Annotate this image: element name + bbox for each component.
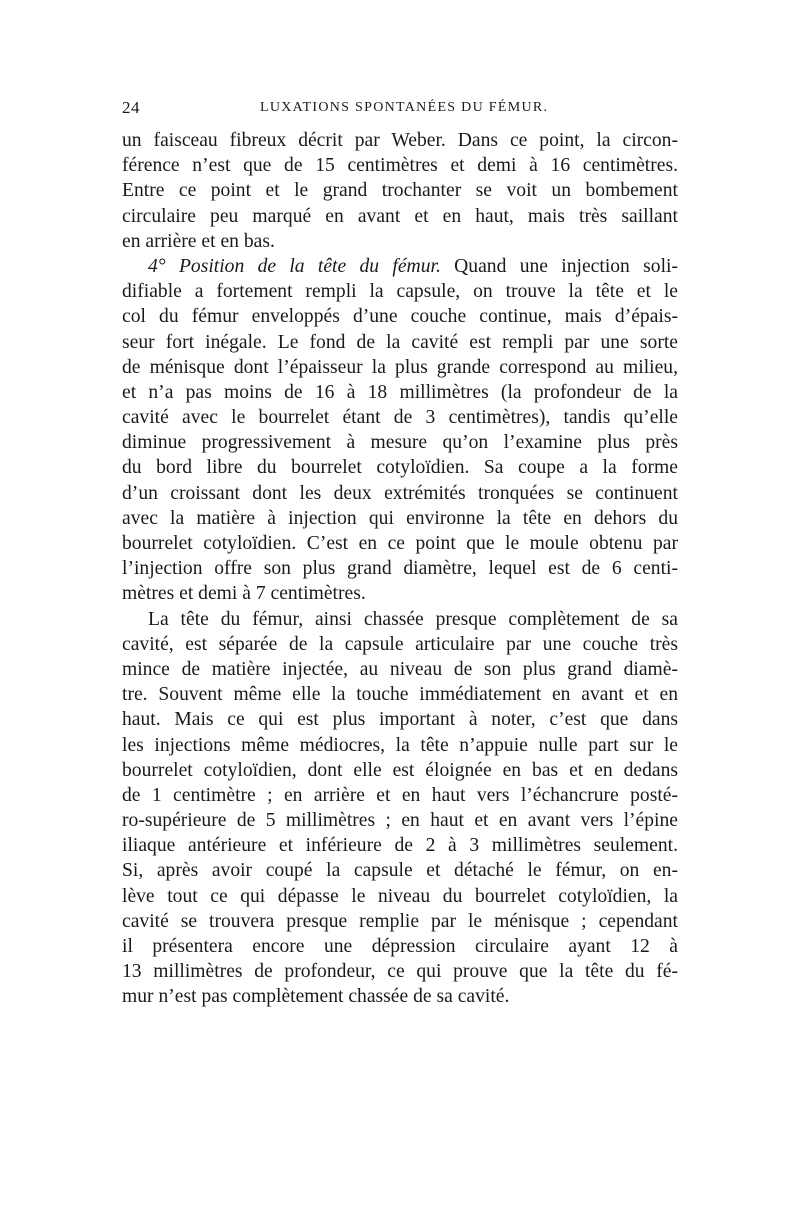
text-line <box>122 934 678 959</box>
line-text: mur n’est pas complètement chassée de sa cavité. <box>122 986 510 1008</box>
text-line <box>122 128 678 153</box>
line-text: cavité se trouvera presque remplie par le ménisque ; cependant <box>122 910 678 932</box>
line-text: difiable a fortement rempli la capsule, on trouve la tête et le <box>122 281 678 303</box>
text-line <box>122 481 678 506</box>
text-line <box>122 581 678 606</box>
line-text: il présentera encore une dépression circulaire ayant 12 à <box>122 936 678 957</box>
text-line <box>122 632 678 657</box>
text-line <box>122 984 678 1009</box>
line-text: seur fort inégale. Le fond de la cavité est rempli par une sorte <box>122 331 678 353</box>
text-line <box>122 531 678 556</box>
paragraph <box>122 607 678 1010</box>
line-text: La tête du fémur, ainsi chassée presque complètement de sa <box>148 608 678 630</box>
page-number: 24 <box>122 98 140 117</box>
line-text: Entre ce point et le grand trochanter se voit un bombement <box>122 180 678 202</box>
line-text: du bord libre du bourrelet cotyloïdien. Sa coupe a la forme <box>122 457 678 479</box>
text-line <box>122 153 678 178</box>
line-text: de 1 centimètre ; en arrière et en haut vers l’échancrure posté- <box>122 784 678 806</box>
line-text: Si, après avoir coupé la capsule et détaché le fémur, on en- <box>122 860 678 882</box>
line-text: mètres et demi à 7 centimètres. <box>122 583 366 605</box>
line-text: férence n’est que de 15 centimètres et demi à 16 centimètres. <box>122 155 678 177</box>
section-heading: 4° Position de la tête du fémur. <box>148 255 441 277</box>
line-text: un faisceau fibreux décrit par Weber. Dans ce point, la circon- <box>122 130 678 151</box>
text-line <box>122 178 678 203</box>
text-line <box>122 330 678 355</box>
body-text <box>122 128 678 1010</box>
line-text: haut. Mais ce qui est plus important à noter, c’est que dans <box>122 709 678 731</box>
text-line <box>122 884 678 909</box>
paragraph <box>122 254 678 607</box>
line-text: tre. Souvent même elle la touche immédiatement en avant et en <box>122 684 678 706</box>
running-title: LUXATIONS SPONTANÉES DU FÉMUR. <box>260 100 549 115</box>
text-line <box>122 229 678 254</box>
text-line <box>122 707 678 732</box>
text-line <box>122 909 678 934</box>
text-line <box>122 380 678 405</box>
paragraph <box>122 128 678 254</box>
text-line <box>122 758 678 783</box>
line-text: diminue progressivement à mesure qu’on l’examine plus près <box>122 432 678 454</box>
text-line <box>122 657 678 682</box>
text-line <box>122 506 678 531</box>
line-text: l’injection offre son plus grand diamètre, lequel est de 6 centi- <box>122 558 678 580</box>
line-text: et n’a pas moins de 16 à 18 millimètres (la profondeur de la <box>122 381 678 403</box>
text-line <box>122 254 678 279</box>
text-line <box>122 858 678 883</box>
line-text: avec la matière à injection qui environne la tête en dehors du <box>122 507 678 529</box>
text-line <box>122 455 678 480</box>
text-line <box>122 430 678 455</box>
text-line <box>122 783 678 808</box>
line-text: iliaque antérieure et inférieure de 2 à 3 millimètres seulement. <box>122 835 678 857</box>
line-text: les injections même médiocres, la tête n’appuie nulle part sur le <box>122 734 678 756</box>
line-text: ro-supérieure de 5 millimètres ; en haut et en avant vers l’épine <box>122 810 678 832</box>
line-text: d’un croissant dont les deux extrémités tronquées se continuent <box>122 482 678 504</box>
line-text: Quand une injection soli- <box>440 255 678 277</box>
text-line <box>122 405 678 430</box>
page-header <box>122 98 670 122</box>
text-line <box>122 733 678 758</box>
line-text: col du fémur enveloppés d’une couche continue, mais d’épais- <box>122 306 678 328</box>
text-line <box>122 959 678 984</box>
line-text: mince de matière injectée, au niveau de son plus grand diamè- <box>122 658 678 680</box>
text-line <box>122 355 678 380</box>
line-text: cavité, est séparée de la capsule articulaire par une couche très <box>122 633 678 655</box>
line-text: 13 millimètres de profondeur, ce qui prouve que la tête du fé- <box>122 961 678 983</box>
text-line <box>122 304 678 329</box>
text-line <box>122 682 678 707</box>
line-text: en arrière et en bas. <box>122 230 275 252</box>
text-line <box>122 204 678 229</box>
line-text: bourrelet cotyloïdien. C’est en ce point que le moule obtenu par <box>122 533 678 554</box>
line-text: bourrelet cotyloïdien, dont elle est éloignée en bas et en dedans <box>122 759 678 781</box>
text-line <box>122 607 678 632</box>
text-line <box>122 808 678 833</box>
line-text: de ménisque dont l’épaisseur la plus grande correspond au milieu, <box>122 356 678 378</box>
line-text: circulaire peu marqué en avant et en haut, mais très saillant <box>122 205 678 227</box>
line-text: lève tout ce qui dépasse le niveau du bourrelet cotyloïdien, la <box>122 885 678 907</box>
line-text: cavité avec le bourrelet étant de 3 centimètres), tandis qu’elle <box>122 407 678 429</box>
text-line <box>122 279 678 304</box>
text-line <box>122 556 678 581</box>
text-line <box>122 833 678 858</box>
